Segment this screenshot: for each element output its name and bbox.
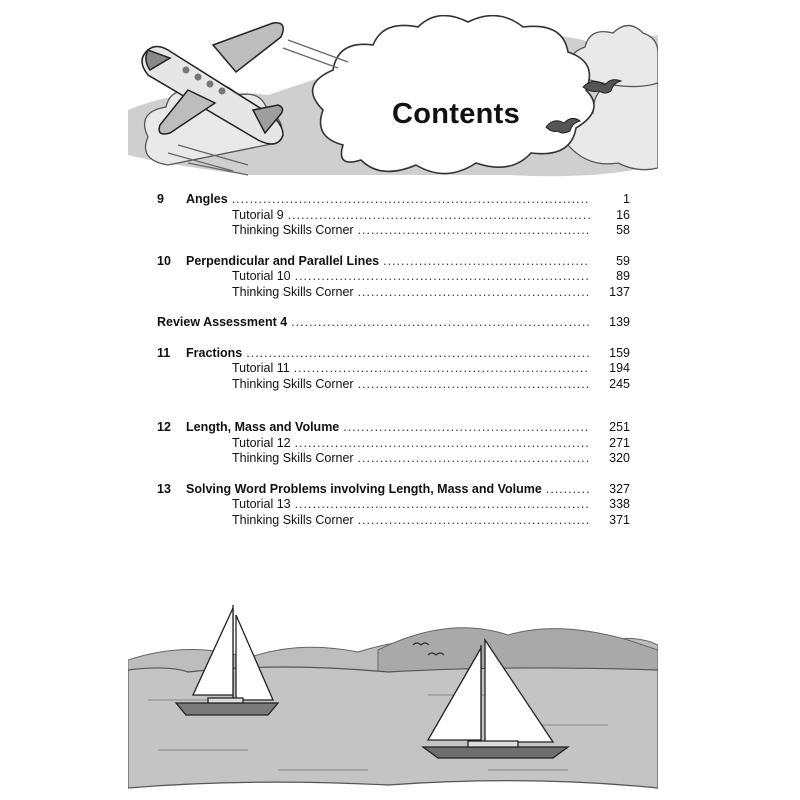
page-number: 327	[609, 481, 630, 496]
dot-leader	[358, 285, 590, 301]
page-number: 194	[609, 361, 630, 375]
toc-chapter-11	[157, 346, 630, 393]
dot-leader	[343, 420, 590, 436]
toc-review-row[interactable]	[157, 315, 630, 331]
page-number: 1	[623, 192, 630, 206]
page-number: 137	[609, 284, 630, 299]
toc-sub-row[interactable]	[157, 513, 630, 529]
toc-sub-row[interactable]	[157, 361, 630, 377]
dot-leader	[291, 315, 590, 331]
chapter-number: 13	[157, 481, 171, 496]
toc-sub-row[interactable]	[157, 223, 630, 239]
page-number: 16	[616, 207, 630, 222]
toc-chapter-13	[157, 482, 630, 529]
toc-chapter-9	[157, 192, 630, 239]
page-number: 89	[616, 269, 630, 283]
chapter-title: Angles	[186, 192, 228, 206]
chapter-title: Fractions	[186, 345, 243, 360]
dot-leader	[232, 192, 590, 208]
dot-leader	[295, 497, 590, 513]
dot-leader	[246, 346, 590, 362]
toc-sub-row[interactable]	[157, 208, 630, 224]
dot-leader	[294, 361, 590, 377]
page-number: 271	[609, 435, 630, 450]
toc-chapter-row[interactable]	[157, 420, 630, 436]
sailboats-lake-illustration	[128, 600, 658, 790]
toc-sub-row[interactable]	[157, 269, 630, 285]
toc-chapter-row[interactable]	[157, 192, 630, 208]
toc-sub-row[interactable]	[157, 377, 630, 393]
page-number: 59	[616, 253, 630, 268]
page-number: 338	[609, 497, 630, 511]
title-cloud	[313, 16, 594, 174]
dot-leader	[295, 436, 590, 452]
dot-leader	[383, 254, 590, 270]
dot-leader	[358, 377, 590, 393]
toc-chapter-10	[157, 254, 630, 301]
sub-title: Thinking Skills Corner	[232, 284, 354, 299]
dot-leader	[358, 451, 590, 467]
chapter-number: 11	[157, 345, 171, 360]
sub-title: Thinking Skills Corner	[232, 451, 354, 465]
chapter-title: Solving Word Problems involving Length, Mass and Volume	[186, 481, 542, 496]
dot-leader	[358, 513, 590, 529]
chapter-number: 10	[157, 253, 171, 268]
chapter-title: Perpendicular and Parallel Lines	[186, 253, 380, 268]
page-number: 159	[609, 345, 630, 360]
toc-sub-row[interactable]	[157, 285, 630, 301]
toc-sub-row[interactable]	[157, 451, 630, 467]
chapter-title: Length, Mass and Volume	[186, 420, 340, 434]
sub-title: Tutorial 9	[232, 207, 284, 222]
toc-chapter-row[interactable]	[157, 254, 630, 270]
page-number: 245	[609, 376, 630, 391]
dot-leader	[288, 208, 590, 224]
chapter-number: 9	[157, 192, 164, 206]
page-number: 58	[616, 223, 630, 237]
chapter-number: 12	[157, 420, 171, 434]
page-number: 251	[609, 420, 630, 434]
sub-title: Tutorial 11	[232, 361, 290, 375]
page-number: 371	[609, 512, 630, 527]
toc-chapter-12	[157, 420, 630, 467]
dot-leader	[358, 223, 590, 239]
sub-title: Thinking Skills Corner	[232, 223, 354, 237]
sub-title: Tutorial 12	[232, 435, 291, 450]
toc-chapter-row[interactable]	[157, 482, 630, 498]
table-of-contents	[157, 192, 630, 543]
toc-chapter-row[interactable]	[157, 346, 630, 362]
toc-sub-row[interactable]	[157, 497, 630, 513]
sub-title: Thinking Skills Corner	[232, 376, 354, 391]
sub-title: Tutorial 10	[232, 269, 291, 283]
page-number: 139	[609, 315, 630, 329]
review-title: Review Assessment 4	[157, 315, 288, 329]
sub-title: Tutorial 13	[232, 497, 291, 511]
toc-review	[157, 315, 630, 331]
toc-sub-row[interactable]	[157, 436, 630, 452]
page-title: Contents	[392, 98, 521, 130]
sub-title: Thinking Skills Corner	[232, 512, 354, 527]
dot-leader	[546, 482, 590, 498]
dot-leader	[295, 269, 590, 285]
page-number: 320	[609, 451, 630, 465]
